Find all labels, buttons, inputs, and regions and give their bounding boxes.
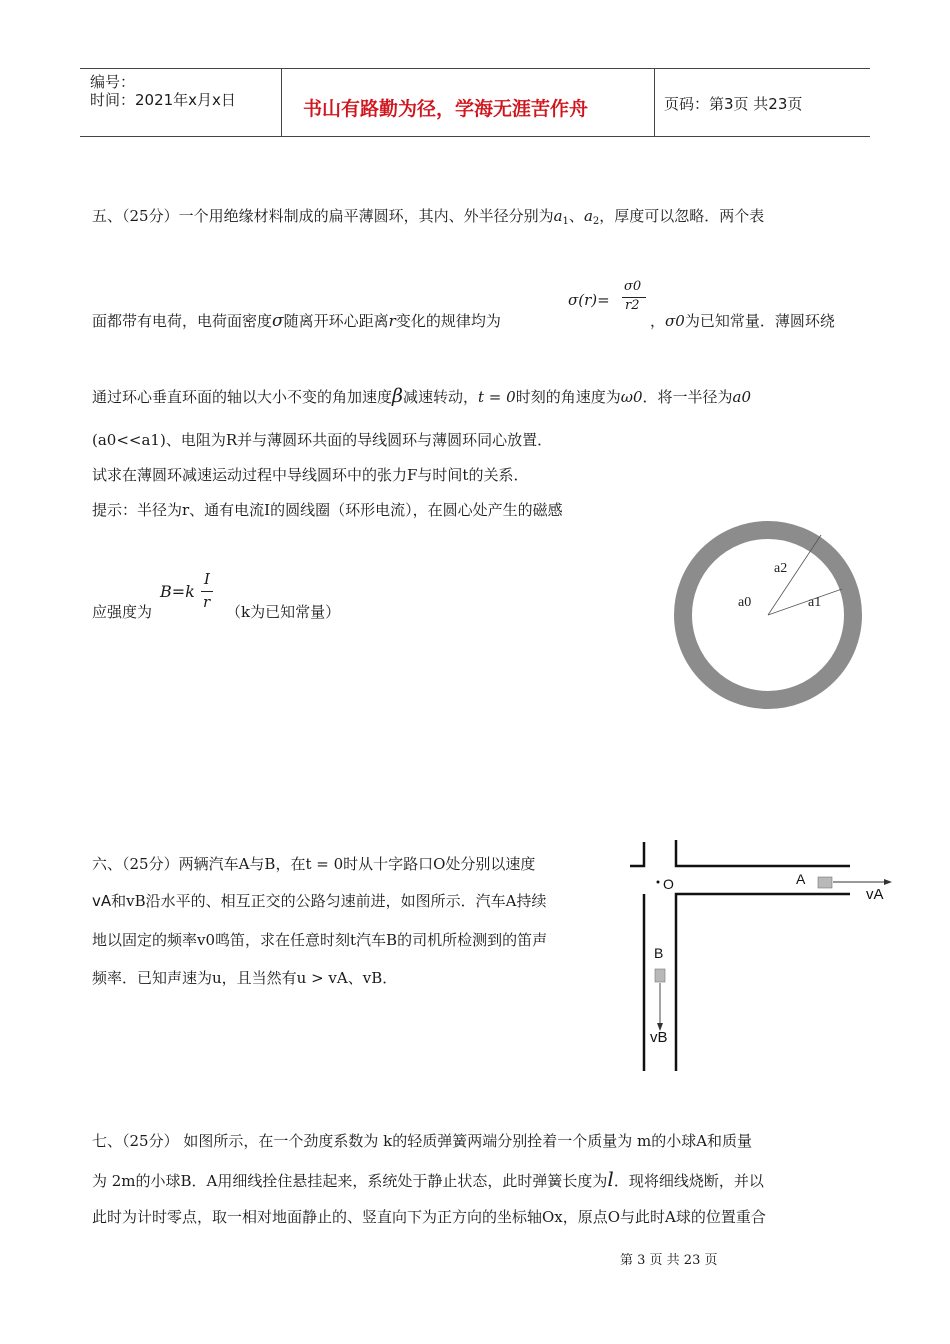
q6-line-4: 频率．已知声速为u，且当然有u > vA、vB．: [92, 969, 398, 987]
q5-line-5: 试求在薄圆环减速运动过程中导线圆环中的张力F与时间t的关系．: [92, 466, 529, 484]
label-vb: vB: [650, 1029, 668, 1046]
road-left-top: [630, 842, 644, 866]
label-a1: a1: [808, 595, 822, 610]
q5-line-2-tail: ，σ0为已知常量．薄圆环绕: [650, 312, 835, 330]
arrow-va-head: [884, 879, 892, 885]
q5-line-3: 通过环心垂直环面的轴以大小不变的角加速度β减速转动，t = 0时刻的角速度为ω0．将一半径为a0: [92, 385, 752, 407]
header-motto: 书山有路勤为径，学海无涯苦作舟: [303, 98, 589, 120]
q5-line-7a: 应强度为: [92, 603, 153, 621]
label-a2: a2: [774, 561, 788, 576]
radius-a1: [768, 589, 842, 615]
header-page-info: 页码：第3页 共23页: [664, 95, 803, 113]
q7-line-2: 为 2m的小球B．A用细线拴住悬挂起来，系统处于静止状态，此时弹簧长度为l．现将细线烧断，并以: [92, 1167, 764, 1191]
hint-denominator: r: [203, 593, 211, 611]
q5-line-2: 面都带有电荷，电荷面密度σ随离开环心距离r变化的规律均为: [92, 311, 501, 331]
page-footer: 第 3 页 共 23 页: [620, 1253, 718, 1268]
label-va: vA: [866, 886, 884, 903]
q7-line-1: 七、（25分） 如图所示，在一个劲度系数为 k的轻质弹簧两端分别拴着一个质量为 m的小球A和质量: [92, 1132, 753, 1150]
q5-line-7b: （k为已知常量）: [226, 603, 341, 621]
q7-line-3: 此时为计时零点，取一相对地面静止的、竖直向下为正方向的坐标轴Ox，原点O与此时A球的位置重合: [92, 1208, 766, 1226]
ring-figure: [660, 512, 870, 722]
header-number: 编号：: [90, 73, 136, 91]
formula-numerator: σ0: [624, 279, 642, 294]
q6-line-2: vA和vB沿水平的、相互正交的公路匀速前进，如图所示．汽车A持续: [92, 892, 547, 910]
label-a: A: [796, 871, 806, 887]
q6-line-3: 地以固定的频率v0鸣笛，求在任意时刻t汽车B的司机所检测到的笛声: [92, 931, 548, 949]
label-o: O: [663, 876, 674, 892]
q5-line-1: 五、（25分）一个用绝缘材料制成的扁平薄圆环，其内、外半径分别为$a_1$、$a_2$，厚度可以忽略．两个表: [92, 207, 765, 227]
road-top: [676, 840, 850, 866]
q5-line-6: 提示：半径为r、通有电流I的圆线圈（环形电流），在圆心处产生的磁感: [92, 501, 563, 519]
car-b: [655, 969, 665, 982]
hint-lhs: B=k: [160, 582, 195, 601]
formula-lhs: σ(r)=: [568, 291, 610, 309]
crossroad-figure: [628, 836, 898, 1076]
label-a0: a0: [738, 595, 752, 610]
header-time: 时间：2021年x月x日: [90, 91, 236, 109]
hint-numerator: I: [204, 570, 210, 588]
road-bottom-right: [676, 894, 850, 1071]
origin-dot: [657, 881, 660, 884]
label-b: B: [654, 945, 664, 961]
q6-line-1: 六、（25分）两辆汽车A与B，在t = 0时从十字路口O处分别以速度: [92, 855, 536, 873]
q5-line-4: (a0<<a1)、电阻为R并与薄圆环共面的导线圆环与薄圆环同心放置．: [92, 431, 553, 449]
formula-denominator: r2: [625, 298, 640, 313]
car-a: [818, 877, 832, 888]
